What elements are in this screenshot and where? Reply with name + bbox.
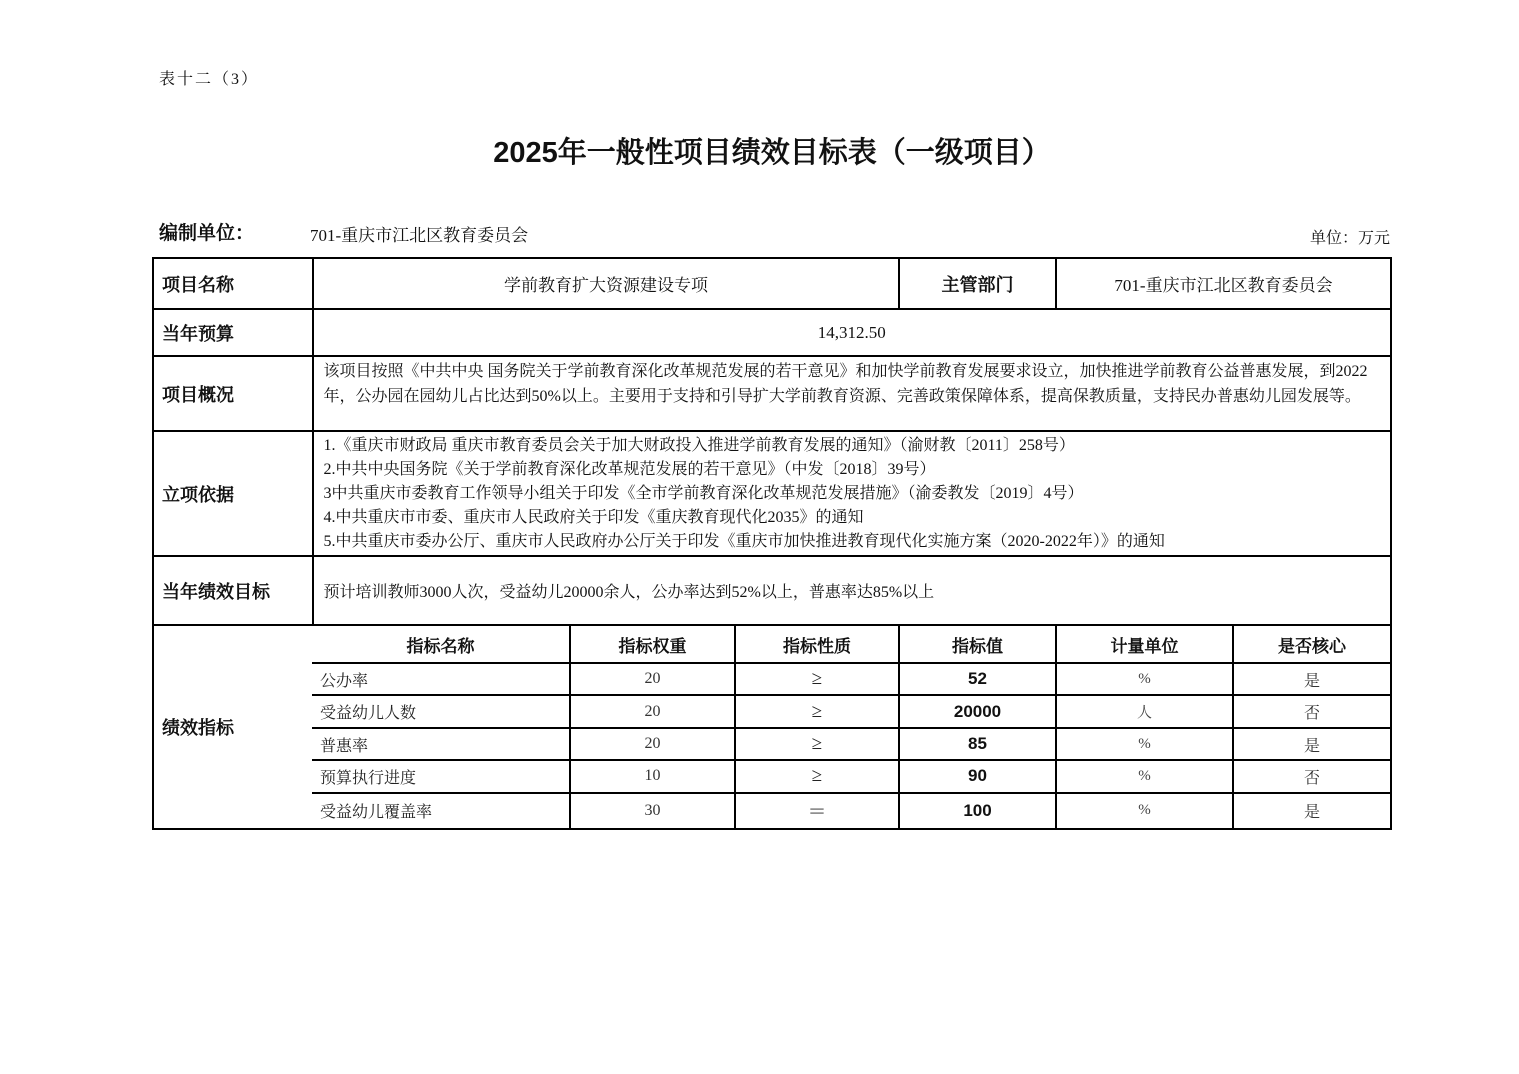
- project-name-label: 项目名称: [162, 274, 234, 295]
- overview-label: 项目概况: [162, 384, 234, 405]
- basis-list: [312, 432, 1391, 555]
- indicator-weight: 20: [569, 664, 734, 694]
- indicator-value: 100: [898, 794, 1055, 828]
- annual-goal-text: 预计培训教师3000人次，受益幼儿20000余人，公办率达到52%以上，普惠率达85%以上: [312, 557, 1390, 624]
- indicator-header-value: 指标值: [898, 626, 1055, 662]
- basis-label: 立项依据: [162, 484, 234, 505]
- indicator-header-weight: 指标权重: [569, 626, 734, 662]
- indicator-value: 52: [898, 664, 1055, 694]
- indicator-unit: %: [1055, 729, 1232, 759]
- indicator-unit: %: [1055, 794, 1232, 828]
- annual-goal-label: 当年绩效目标: [162, 581, 270, 602]
- indicator-nature: ≥: [734, 664, 898, 694]
- basis-line: 2.中共中央国务院《关于学前教育深化改革规范发展的若干意见》（中发〔2018〕39号）: [323, 460, 936, 478]
- basis-line: 4.中共重庆市市委、重庆市人民政府关于印发《重庆教育现代化2035》的通知: [323, 508, 864, 526]
- annual-goal-row: [154, 555, 1390, 624]
- project-name-row: [154, 259, 1390, 308]
- budget-row: [154, 308, 1390, 355]
- basis-line: 3中共重庆市委教育工作领导小组关于印发《全市学前教育深化改革规范发展措施》（渝委教发〔2019〕4号）: [323, 484, 1084, 502]
- indicator-weight: 10: [569, 761, 734, 791]
- indicator-weight: 20: [569, 729, 734, 759]
- indicator-header-row: [312, 626, 1390, 662]
- indicator-name: 预算执行进度: [320, 769, 417, 787]
- basis-line: 5.中共重庆市委办公厅、重庆市人民政府办公厅关于印发《重庆市加快推进教育现代化实施方案（2020-2022年）》的通知: [323, 532, 1165, 550]
- indicator-name: 受益幼儿覆盖率: [320, 804, 433, 822]
- project-name-value: 学前教育扩大资源建设专项: [312, 259, 898, 308]
- indicator-nature: ≥: [734, 729, 898, 759]
- indicator-row: [312, 662, 1390, 694]
- indicator-nature: ≥: [734, 696, 898, 726]
- indicator-header-unit: 计量单位: [1055, 626, 1232, 662]
- indicator-value: 85: [898, 729, 1055, 759]
- indicator-row: [312, 759, 1390, 791]
- department-value: 701-重庆市江北区教育委员会: [1055, 259, 1390, 308]
- form-number: 表十二（3）: [159, 71, 260, 88]
- department-label: 主管部门: [898, 259, 1055, 308]
- indicator-name: 受益幼儿人数: [320, 705, 417, 723]
- indicator-core: 否: [1232, 696, 1390, 726]
- budget-value: 14,312.50: [312, 310, 1390, 355]
- indicator-weight: 20: [569, 696, 734, 726]
- basis-line: 1.《重庆市财政局 重庆市教育委员会关于加大财政投入推进学前教育发展的通知》（渝财教〔2011〕258号）: [323, 436, 1075, 454]
- indicators-label: 绩效指标: [162, 718, 234, 738]
- indicator-unit: %: [1055, 664, 1232, 694]
- main-table: [152, 257, 1392, 830]
- indicator-row: [312, 727, 1390, 759]
- indicator-core: 否: [1232, 761, 1390, 791]
- indicator-value: 20000: [898, 696, 1055, 726]
- budget-label: 当年预算: [162, 323, 234, 344]
- unit-note: 单位：万元: [1309, 230, 1390, 247]
- indicator-value: 90: [898, 761, 1055, 791]
- indicator-weight: 30: [569, 794, 734, 828]
- indicator-nature: ≥: [734, 761, 898, 791]
- indicator-name: 公办率: [320, 672, 369, 690]
- indicator-nature: ＝: [734, 794, 898, 828]
- indicator-header-name: 指标名称: [406, 636, 475, 656]
- indicator-header-core: 是否核心: [1232, 626, 1390, 662]
- prepared-by-label: 编制单位：: [159, 223, 255, 244]
- indicator-header-nature: 指标性质: [734, 626, 898, 662]
- indicators-subtable: [312, 626, 1390, 828]
- indicator-name: 普惠率: [320, 737, 369, 755]
- overview-text: 该项目按照《中共中央 国务院关于学前教育深化改革规范发展的若干意见》和加快学前教育发展要求设立，加快推进学前教育公益普惠发展，到2022年，公办园在园幼儿占比达到50%以上。主要用于支持和引导扩大学前教育资源、完善政策保障体系，提高保教质量，支持民办普惠幼儿园发展等。: [312, 357, 1391, 430]
- indicator-row: [312, 792, 1390, 828]
- indicator-row: [312, 694, 1390, 726]
- indicator-unit: 人: [1055, 696, 1232, 726]
- prepared-by-value: 701-重庆市江北区教育委员会: [310, 226, 529, 245]
- indicators-row: [154, 624, 1390, 828]
- meta-row: [152, 218, 1392, 246]
- page-title: 2025年一般性项目绩效目标表（一级项目）: [493, 137, 1051, 169]
- indicator-core: 是: [1232, 729, 1390, 759]
- basis-row: [154, 430, 1390, 555]
- basis-lines: [324, 434, 1165, 554]
- indicator-core: 是: [1232, 664, 1390, 694]
- overview-row: [154, 355, 1390, 430]
- indicator-core: 是: [1232, 794, 1390, 828]
- indicator-unit: %: [1055, 761, 1232, 791]
